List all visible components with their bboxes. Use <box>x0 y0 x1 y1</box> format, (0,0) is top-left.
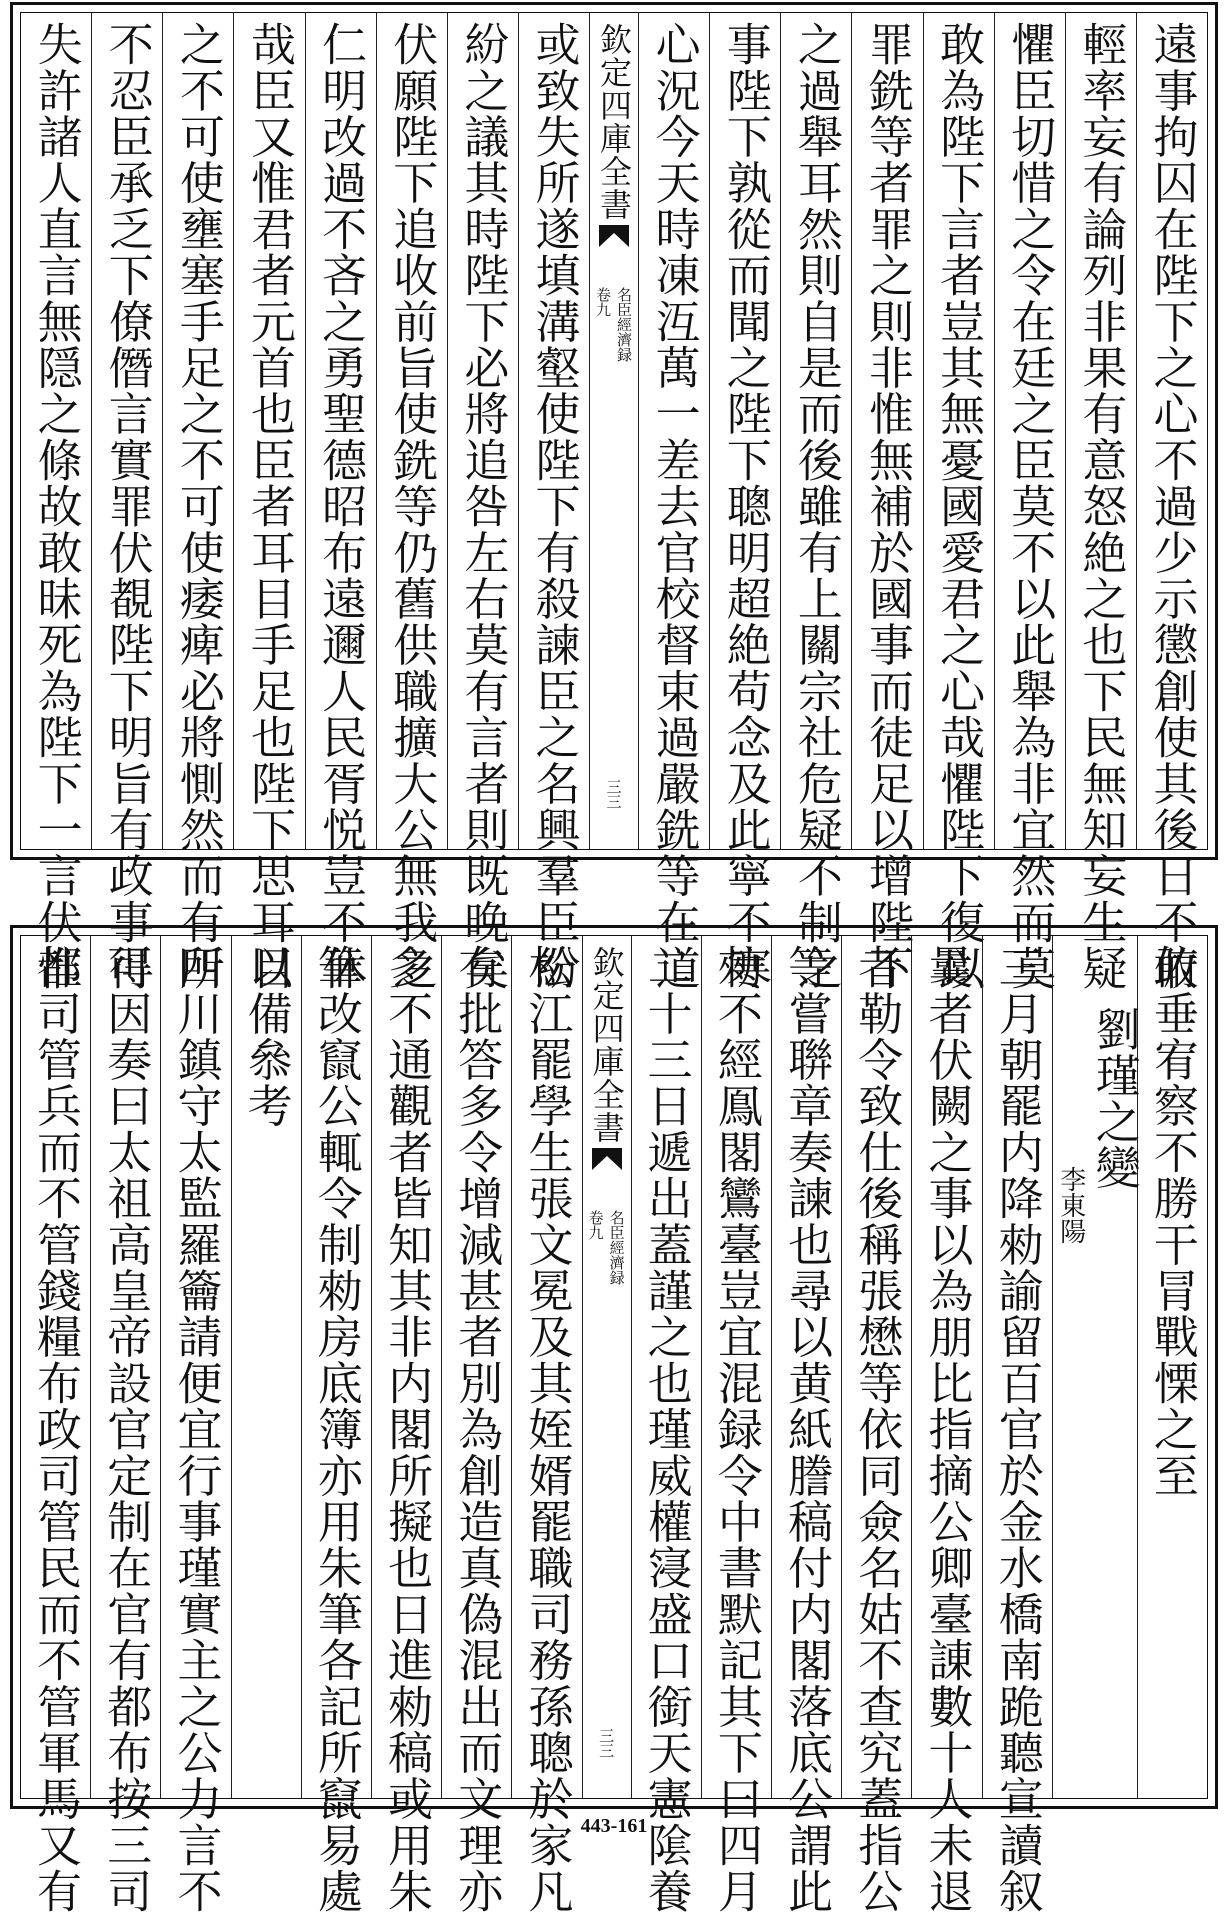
volume-label: 卷九 <box>586 1210 605 1240</box>
text-column <box>90 936 160 1914</box>
column-text: 四川鎮守太監羅籥請便宜行事瑾實主之公力言不 <box>169 944 223 1914</box>
fishtail-mark-icon <box>599 225 629 247</box>
column-text: 仁明改過不吝之勇聖德昭布遠邇人民胥悦豈不休 <box>314 21 368 992</box>
text-column <box>162 13 233 992</box>
column-text: 勑不經鳯閣鸞臺豈宜混録令中書默記其下曰四月 <box>709 944 763 1914</box>
text-column <box>21 936 90 1914</box>
text-column <box>305 13 376 992</box>
collection-title: 欽定四庫全書 <box>587 946 626 1144</box>
text-column <box>1136 13 1207 992</box>
center-fold-column <box>582 936 631 1798</box>
column-text: 三月朝罷内降勑諭留百官於金水橋南跪聽宣讀叙 <box>990 944 1044 1914</box>
column-text: 二十三日遞出蓋謹之也瑾威權寖盛口銜天憲隂養 <box>639 944 693 1914</box>
text-column <box>91 13 162 992</box>
text-column <box>441 936 511 1914</box>
section-title: 劉瑾之變 <box>1087 1006 1141 1191</box>
text-column <box>233 13 304 992</box>
text-column <box>841 936 911 1914</box>
text-column <box>1065 13 1136 992</box>
column-text: 遠事拘囚在陛下之心不過少示懲創使其後日不敢 <box>1145 21 1199 992</box>
text-column <box>231 936 301 1798</box>
folio-number: 三三 <box>597 1728 616 1758</box>
column-text: 筆改竄公輒令制勑房底簿亦用朱筆各記所竄易處 <box>309 944 363 1914</box>
text-column <box>518 13 589 992</box>
text-column <box>771 936 841 1914</box>
column-text: 之過舉耳然則自是而後雖有上關宗社危疑不制之 <box>789 21 843 992</box>
column-text: 等嘗聨章奏諫也尋以黄紙謄稿付内閣落底公謂此 <box>780 944 834 1914</box>
book-meta <box>586 1210 628 1285</box>
column-text: 俯垂宥察不勝干冐戰慄之至 <box>1145 944 1199 1499</box>
column-text: 罪銑等者罪之則非惟無補於國事而徒足以增陛下 <box>860 21 914 992</box>
folio-number: 三三 <box>604 779 623 809</box>
column-text: 輕率妄有論列非果有意怒絶之也下民無知妄生疑 <box>1074 21 1128 992</box>
text-column <box>21 13 91 992</box>
text-column <box>982 936 1052 1914</box>
book-meta <box>593 287 635 362</box>
text-column <box>780 13 851 992</box>
text-column <box>447 13 518 992</box>
column-text: 以備叅考 <box>239 944 293 1129</box>
text-column <box>511 936 581 1914</box>
book-title: 名臣經濟録 <box>607 1210 626 1285</box>
column-text: 有批答多令增減甚者別為創造真偽混出而文理亦 <box>450 944 504 1914</box>
text-column <box>631 936 701 1914</box>
text-column <box>301 936 371 1914</box>
column-text: 松江罷學生張文冕及其姪婿罷職司務孫聰於家凡 <box>520 944 574 1914</box>
section-heading-column <box>1052 936 1141 1798</box>
text-column <box>701 936 771 1914</box>
column-text: 伏願陛下追收前旨使銑等仍舊供職擴大公無我之 <box>385 21 439 992</box>
column-text: 失許諸人直言無隠之條故敢昧死為陛下一言伏惟 <box>29 21 83 992</box>
column-text: 之不可使壅塞手足之不可使痿痺必將惻然而有所 <box>171 21 225 992</box>
text-column <box>376 13 447 992</box>
column-text: 都司管兵而不管錢糧布政司管民而不管軍馬又有 <box>29 944 83 1914</box>
upper-page-frame <box>20 12 1208 992</box>
author-name: 李東陽 <box>1055 1166 1086 1244</box>
column-text: 懼臣切惜之令在廷之臣莫不以此舉為非宜然而莫 <box>1003 21 1057 992</box>
collection-title: 欽定四庫全書 <box>595 23 633 221</box>
column-text: 曩者伏闕之事以為朋比指摘公卿臺諌數十人未退 <box>920 944 974 1914</box>
column-text: 哉臣又惟君者元首也臣者耳目手足也陛下思耳目 <box>242 21 296 992</box>
column-text: 可因奏曰太祖高皇帝設官定制在官有都布按三司 <box>99 944 153 1914</box>
text-column <box>851 13 922 992</box>
text-column <box>709 13 780 992</box>
text-column <box>160 936 230 1914</box>
column-text: 敢為陛下言者豈其無憂國愛君之心哉懼陛下復以 <box>932 21 986 992</box>
upper-page <box>10 2 1218 992</box>
text-column <box>638 13 709 992</box>
text-column <box>1137 936 1207 1798</box>
center-fold-column <box>589 13 638 849</box>
column-text: 者勒令致仕後稱張懋等依同僉名姑不查究蓋指公 <box>850 944 904 1914</box>
book-title: 名臣經濟録 <box>615 287 633 362</box>
column-text: 或致失所遂填溝壑使陛下有殺諫臣之名興羣臣紛 <box>527 21 581 992</box>
text-column <box>371 936 441 1914</box>
section-heading <box>1053 936 1141 1798</box>
column-text: 心況今天時凍沍萬一差去官校督束過嚴銑等在道 <box>647 21 701 992</box>
column-text: 紛之議其時陛下必將追咎左右莫有言者則既晚矣 <box>456 21 510 992</box>
column-text: 多不通觀者皆知其非内閣所擬也日進勑稿或用朱 <box>380 944 434 1914</box>
text-column <box>911 936 981 1914</box>
text-column <box>923 13 994 992</box>
text-column <box>994 13 1065 992</box>
column-text: 不忍臣承乏下僚僭言實罪伏覩陛下明旨有政事得 <box>100 21 154 992</box>
fishtail-mark-icon <box>592 1148 622 1170</box>
volume-label: 卷九 <box>594 287 612 317</box>
column-text: 事陛下孰從而聞之陛下聰明超絶苟念及此寧不寒 <box>718 21 772 992</box>
upper-page-columns <box>21 13 1207 992</box>
page-number-footer: 443-161 <box>580 1815 648 1837</box>
